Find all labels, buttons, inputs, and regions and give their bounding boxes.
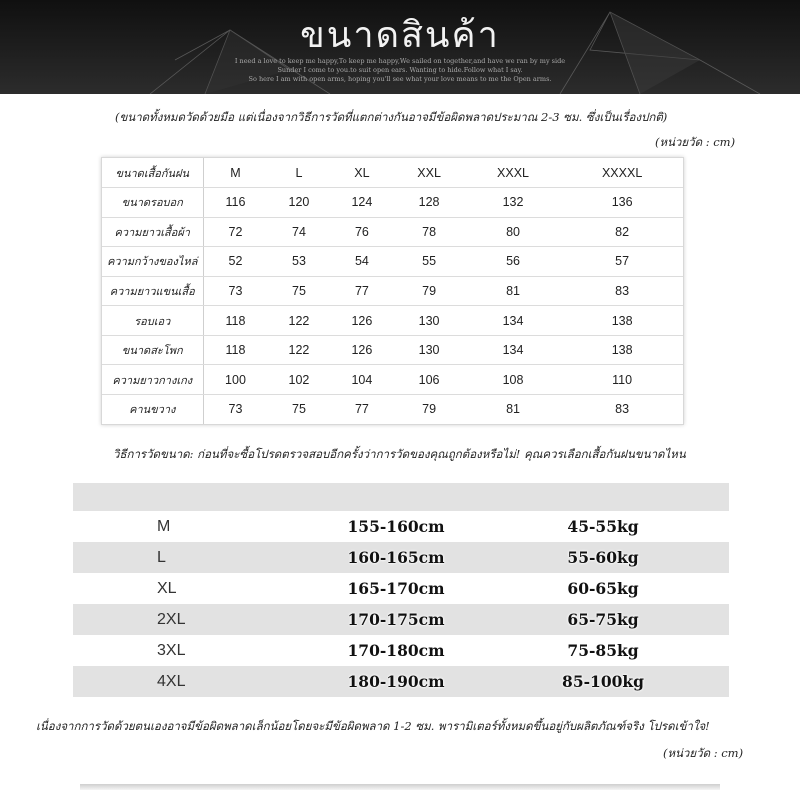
- fit-weight-range: 65-75kg: [567, 610, 639, 629]
- bottom-divider: [80, 784, 720, 790]
- fit-weight-range: 75-85kg: [567, 641, 639, 660]
- size-header-cell: XXXXL: [561, 158, 683, 188]
- table-cell: 122: [267, 335, 330, 365]
- table-cell: 79: [422, 402, 437, 417]
- size-header-cell: XXXL: [465, 158, 562, 188]
- table-header-row: [102, 158, 683, 188]
- fit-height-range: 180-190cm: [347, 672, 445, 691]
- table-cell: 79: [393, 276, 464, 306]
- unit-note: (หน่วยวัด : cm): [663, 746, 744, 760]
- table-cell: 77: [354, 402, 369, 417]
- size-header-cell: L: [267, 158, 330, 188]
- table-cell: 83: [615, 402, 630, 417]
- table-cell: 138: [561, 306, 683, 336]
- table-cell: 126: [330, 306, 393, 336]
- table-cell: 81: [465, 276, 562, 306]
- table-cell: 122: [267, 306, 330, 336]
- table-row: [102, 247, 683, 277]
- table-cell: 106: [393, 365, 464, 395]
- table-cell: 78: [393, 217, 464, 247]
- table-cell: 57: [561, 247, 683, 277]
- table-row: [102, 394, 683, 424]
- table-cell: 83: [561, 276, 683, 306]
- fit-weight-range: 85-100kg: [562, 672, 644, 691]
- table-cell: 124: [330, 188, 393, 218]
- fit-height-range: 165-170cm: [347, 579, 445, 598]
- table-cell: 108: [465, 365, 562, 395]
- fit-height-range: 170-180cm: [347, 641, 445, 660]
- table-cell: 120: [267, 188, 330, 218]
- table-cell: 77: [330, 276, 393, 306]
- table-row: [102, 217, 683, 247]
- fit-weight-range: 55-60kg: [567, 548, 639, 567]
- table-cell: 54: [330, 247, 393, 277]
- table-cell: 73: [228, 402, 243, 417]
- fit-row: [73, 666, 729, 697]
- table-cell: 134: [465, 306, 562, 336]
- table-row: [102, 188, 683, 218]
- table-cell: 136: [561, 188, 683, 218]
- table-cell: 118: [203, 306, 267, 336]
- table-cell: 126: [330, 335, 393, 365]
- table-cell: 100: [203, 365, 267, 395]
- table-cell: 82: [561, 217, 683, 247]
- table-cell: 72: [203, 217, 267, 247]
- banner-subtext-line: So here I am with open arms, hoping you'll see what your love means to me the Open arms.: [248, 75, 552, 83]
- measure-note: (ขนาดทั้งหมดวัดด้วยมือ แต่เนื่องจากวิธีการวัดที่แตกต่างกันอาจมีข้อผิดพลาดประมาณ 2-3 ซม. ซึ่งเป็นเรื่องปกติ): [115, 110, 668, 124]
- fit-row: [73, 542, 729, 573]
- error-note: เนื่องจากการวัดด้วยตนเองอาจมีข้อผิดพลาดเล็กน้อยโดยจะมีข้อผิดพลาด 1-2 ซม. พารามิเตอร์ทั้งหมดขึ้นอยู่กับผลิตภัณฑ์จริง โปรดเข้าใจ!: [36, 719, 710, 733]
- row-label: คานขวาง: [102, 394, 203, 424]
- table-cell: 118: [203, 335, 267, 365]
- fit-weight-range: 60-65kg: [567, 579, 639, 598]
- row-label: ความยาวกางเกง: [102, 365, 203, 395]
- table-row: [102, 365, 683, 395]
- size-chart: [101, 157, 684, 425]
- fit-size-label: 2XL: [157, 610, 186, 628]
- table-cell: 138: [561, 335, 683, 365]
- fit-size-label: 4XL: [157, 672, 186, 690]
- row-label: ขนาดรอบอก: [102, 188, 203, 218]
- size-chart-table: [102, 158, 683, 424]
- table-cell: 116: [203, 188, 267, 218]
- method-note: วิธีการวัดขนาด: ก่อนที่จะซื้อโปรดตรวจสอบอีกครั้งว่าการวัดของคุณถูกต้องหรือไม่! คุณควรเลือกเสื้อกันฝนขนาดไหน: [113, 447, 686, 461]
- fit-height-range: 170-175cm: [347, 610, 445, 629]
- table-cell: 128: [393, 188, 464, 218]
- table-row: [102, 276, 683, 306]
- table-cell: 75: [292, 402, 306, 417]
- table-cell: 76: [330, 217, 393, 247]
- row-label: ความกว้างของไหล่: [102, 247, 203, 277]
- table-cell: 80: [465, 217, 562, 247]
- table-cell: 55: [393, 247, 464, 277]
- banner-subtext-line: I need a love to keep me happy,To keep me happy,We sailed on together,and have we ran by my side: [234, 57, 566, 65]
- fit-size-label: 3XL: [157, 641, 186, 659]
- page-title: ขนาดสินค้า: [300, 15, 500, 56]
- table-cell: 53: [267, 247, 330, 277]
- table-cell: 104: [330, 365, 393, 395]
- table-cell: 56: [465, 247, 562, 277]
- fit-row: [73, 573, 729, 604]
- row-label: ขนาดเสื้อกันฝน: [102, 158, 203, 188]
- table-cell: 110: [561, 365, 683, 395]
- row-label: ขนาดสะโพก: [102, 335, 203, 365]
- row-label: ความยาวเสื้อผ้า: [102, 217, 203, 247]
- table-cell: 134: [465, 335, 562, 365]
- header-banner: [0, 0, 800, 94]
- table-cell: 52: [203, 247, 267, 277]
- table-cell: 102: [267, 365, 330, 395]
- table-cell: 74: [267, 217, 330, 247]
- banner-subtext-line: Sunder I come to you.to suit open ears. Wanting to hide.Follow what I say.: [277, 66, 523, 74]
- unit-note: (หน่วยวัด : cm): [655, 135, 736, 149]
- row-label: ความยาวแขนเสื้อ: [102, 276, 203, 306]
- fit-size-label: M: [157, 517, 171, 535]
- fit-row: [73, 604, 729, 635]
- fit-size-label: L: [157, 548, 166, 566]
- fit-row: [73, 511, 729, 542]
- table-cell: 73: [203, 276, 267, 306]
- fit-height-range: 160-165cm: [347, 548, 445, 567]
- table-cell: 130: [393, 306, 464, 336]
- fit-weight-range: 45-55kg: [567, 517, 639, 536]
- size-header-cell: XXL: [393, 158, 464, 188]
- table-row: [102, 306, 683, 336]
- table-cell: 130: [393, 335, 464, 365]
- row-label: รอบเอว: [102, 306, 203, 336]
- size-header-cell: XL: [330, 158, 393, 188]
- table-cell: 132: [465, 188, 562, 218]
- fit-table-header: [73, 483, 729, 511]
- table-row: [102, 335, 683, 365]
- table-cell: 75: [267, 276, 330, 306]
- size-header-cell: M: [203, 158, 267, 188]
- fit-height-range: 155-160cm: [347, 517, 445, 536]
- fit-row: [73, 635, 729, 666]
- fit-table: [73, 483, 729, 697]
- table-cell: 81: [506, 402, 520, 417]
- fit-size-label: XL: [157, 579, 177, 597]
